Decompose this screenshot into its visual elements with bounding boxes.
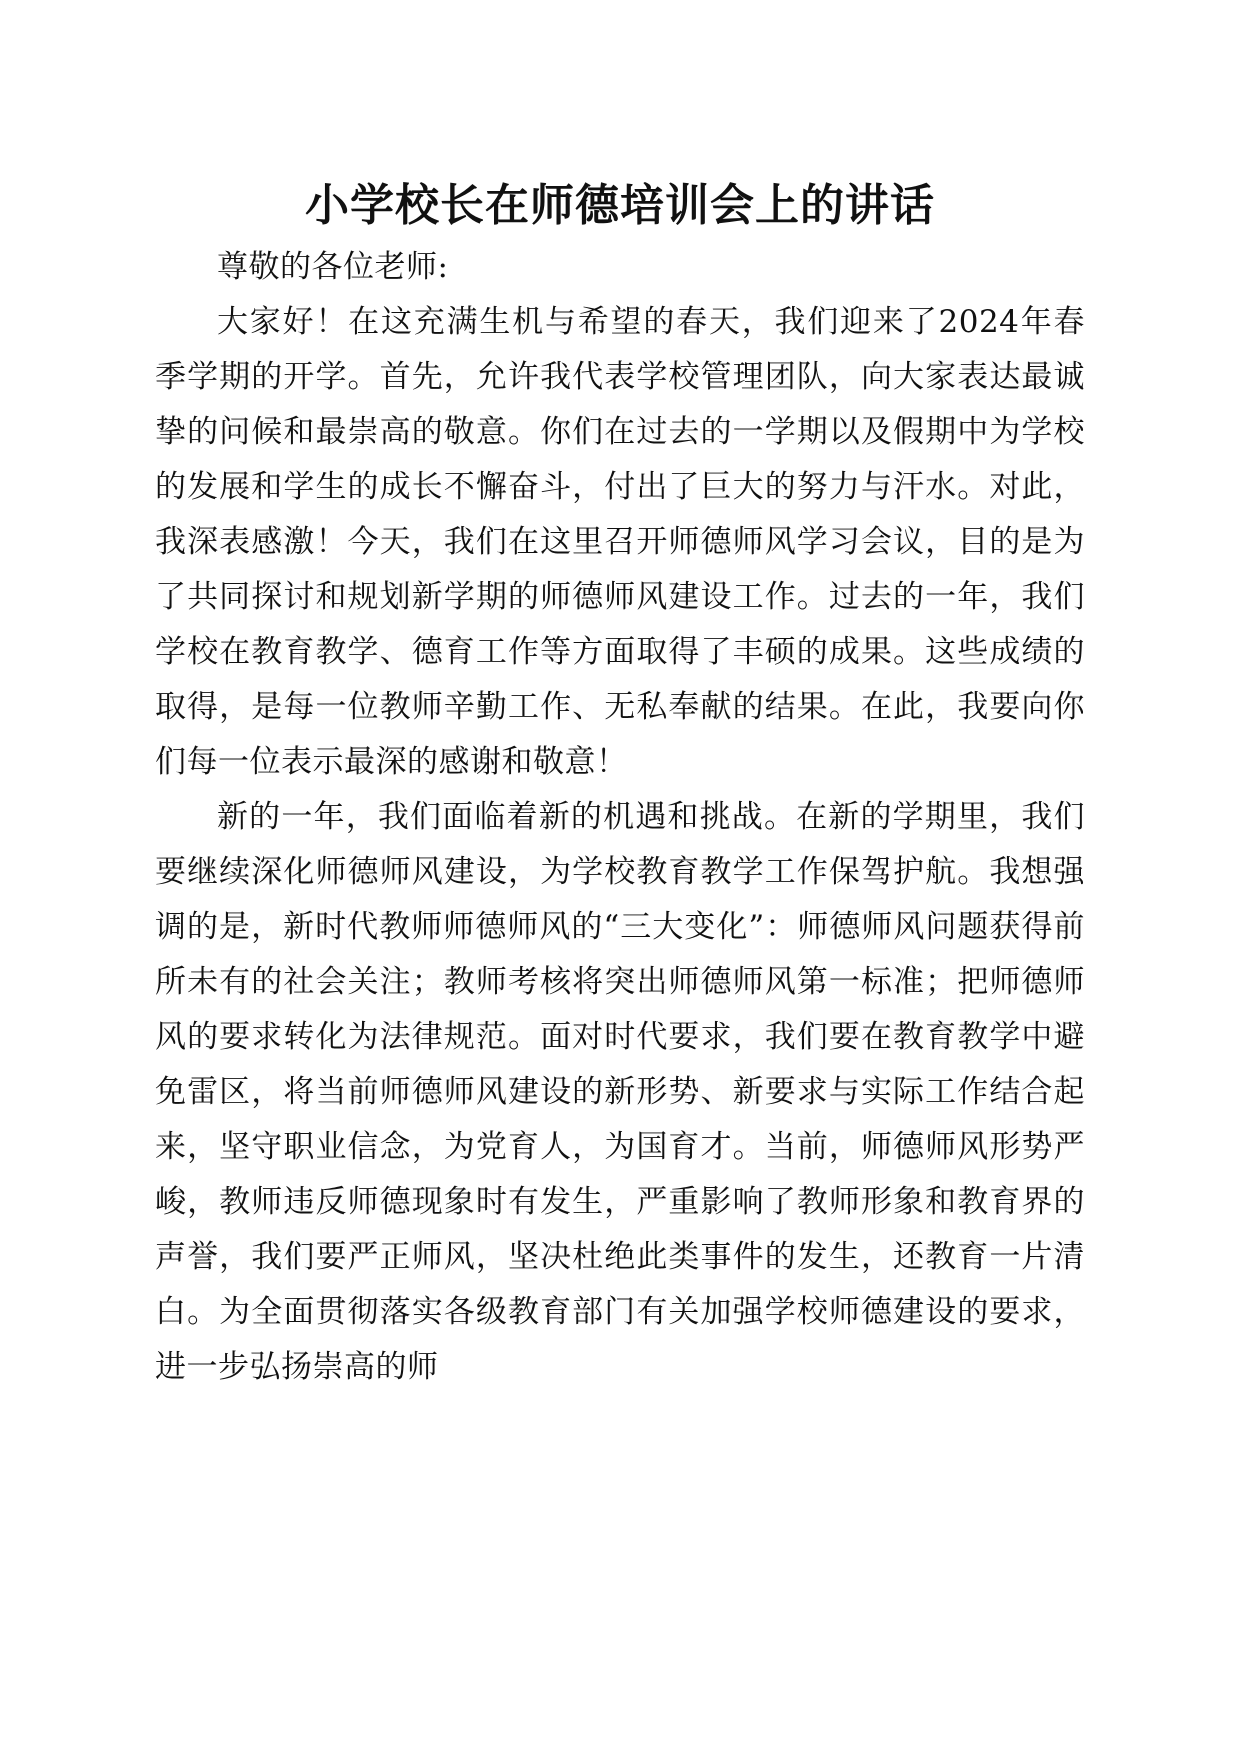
paragraph-2: 新的一年，我们面临着新的机遇和挑战。在新的学期里，我们要继续深化师德师风建设，为学校教育教学工作保驾护航。我想强调的是，新时代教师师德师风的“三大变化”：师德师风问题获得前所未有的社会关注；教师考核将突出师德师风第一标准；把师德师风的要求转化为法律规范。面对时代要求，我们要在教育教学中避免雷区，将当前师德师风建设的新形势、新要求与实际工作结合起来，坚守职业信念，为党育人，为国育才。当前，师德师风形势严峻，教师违反师德现象时有发生，严重影响了教师形象和教育界的声誉，我们要严正师风，坚决杜绝此类事件的发生，还教育一片清白。为全面贯彻落实各级教育部门有关加强学校师德建设的要求，进一步弘扬崇高的师: [155, 799, 1085, 1385]
document-title: 小学校长在师德培训会上的讲话: [305, 180, 935, 231]
paragraph-1: 大家好！在这充满生机与希望的春天，我们迎来了2024年春季学期的开学。首先，允许我代表学校管理团队，向大家表达最诚挚的问候和最崇高的敬意。你们在过去的一学期以及假期中为学校的发展和学生的成长不懈奋斗，付出了巨大的努力与汗水。对此，我深表感激！今天，我们在这里召开师德师风学习会议，目的是为了共同探讨和规划新学期的师德师风建设工作。过去的一年，我们学校在教育教学、德育工作等方面取得了丰硕的成果。这些成绩的取得，是每一位教师辛勤工作、无私奉献的结果。在此，我要向你们每一位表示最深的感谢和敬意！: [155, 304, 1085, 780]
salutation: 尊敬的各位老师:: [217, 249, 449, 285]
document-body: [155, 240, 1085, 1395]
